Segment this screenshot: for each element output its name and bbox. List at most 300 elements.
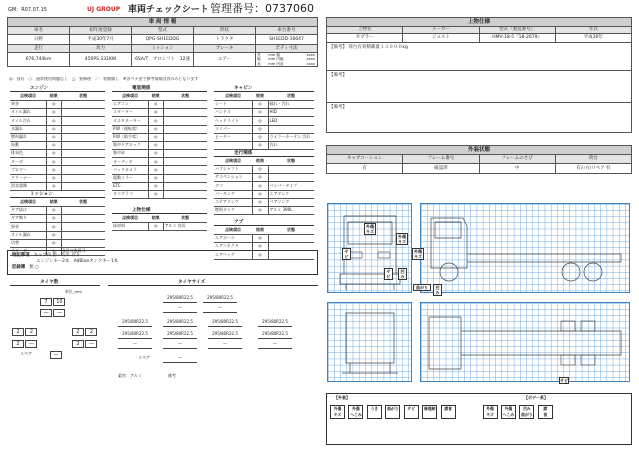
check-result: ◎ <box>46 247 61 255</box>
check-item: ワイパー <box>214 125 252 133</box>
dim-label: 長 <box>257 53 261 57</box>
check-col-header: 状態 <box>163 92 207 100</box>
upper-check-title: 上物仕様 <box>112 208 207 214</box>
check-row <box>112 158 207 166</box>
check-state: HID <box>268 109 314 117</box>
check-row <box>214 141 314 149</box>
check-item: エアホース <box>214 234 252 242</box>
check-result: ◎ <box>148 133 163 141</box>
truck-top-outline <box>421 303 631 383</box>
check-result: ◎ <box>148 125 163 133</box>
truck-rear-diagram <box>327 302 412 382</box>
check-result: ◎ <box>46 215 61 223</box>
check-result: ◎ <box>148 174 163 182</box>
check-result: ◎ <box>148 158 163 166</box>
check-state <box>61 117 105 125</box>
check-state <box>163 133 207 141</box>
us-value: ジョスト <box>403 34 479 43</box>
check-result: ◎ <box>46 223 61 231</box>
vh-value: 平成30年7月 <box>70 35 132 45</box>
upper-spec-table <box>326 17 632 133</box>
special-label: 特記事項 <box>12 253 30 258</box>
vh-value: QPG-SH1EDDG <box>132 35 194 45</box>
check-item: ギア抜け <box>10 206 46 214</box>
check-state: エアタンク <box>268 190 314 198</box>
check-result: ◎ <box>252 198 268 206</box>
running-section <box>214 151 314 215</box>
check-state <box>61 141 105 149</box>
tire-count-box: 2 <box>25 328 37 336</box>
check-row <box>112 166 207 174</box>
check-row <box>112 100 207 108</box>
tire-count-box: 2 <box>12 328 24 336</box>
record-value: 無 ○ <box>29 265 39 270</box>
tire-size: 295/80R22.5 <box>118 332 152 339</box>
check-result: ◎ <box>148 141 163 149</box>
electrical-table <box>112 92 207 199</box>
check-item: オイル漏れ <box>10 109 46 117</box>
check-state: ラメラーカーテン 汚れ <box>268 133 314 141</box>
check-col-header: 点検項目 <box>10 198 46 206</box>
damage-tag: 外傷 キズ <box>366 224 374 234</box>
ex-header: フレームのさび <box>479 155 555 164</box>
check-result: ◎ <box>148 117 163 125</box>
vh-value: 6SA/T ブロシフト 12速 <box>132 53 194 67</box>
check-row <box>112 182 207 190</box>
damage-tag: 外傷 キズ <box>398 234 406 244</box>
check-item: 電動ミラー <box>112 174 148 182</box>
vh-header: 車名 <box>8 27 70 35</box>
vh-value: 日野 <box>8 35 70 45</box>
check-result: ◎ <box>148 182 163 190</box>
check-result: ◎ <box>252 109 268 117</box>
check-item: デフ <box>214 182 252 190</box>
damage-tag: 凹み <box>398 268 407 280</box>
tire-count-box: — <box>40 309 52 317</box>
us-header: 年式 <box>555 27 631 34</box>
check-item: オーディオ <box>112 158 148 166</box>
check-result: ◎ <box>252 165 268 173</box>
check-row <box>214 117 314 125</box>
upper-spec-title: 上物仕様 <box>327 18 632 27</box>
tire-size: 295/80R22.5 <box>258 332 292 339</box>
check-row <box>214 206 314 214</box>
check-row <box>10 125 105 133</box>
tire-size-section <box>108 280 318 390</box>
check-result: ◎ <box>148 100 163 108</box>
mission-table <box>10 198 105 256</box>
running-table <box>214 157 314 215</box>
check-row <box>214 100 314 108</box>
engine-title: エンジン <box>10 86 105 92</box>
check-item: リターダ <box>10 247 46 255</box>
check-state <box>61 133 105 141</box>
check-item: クリーナー <box>10 174 46 182</box>
vh-value: SH1EDD-16647 <box>256 35 318 45</box>
spare-label: スペア <box>20 351 32 356</box>
check-item: ヒーター <box>214 133 252 141</box>
check-item: ギア鳴り <box>10 215 46 223</box>
check-row <box>10 239 105 247</box>
check-col-header: 状態 <box>268 226 314 234</box>
spare-size: — <box>163 356 197 363</box>
ex-header: フレーム番号 <box>403 155 479 164</box>
check-result: ◎ <box>46 133 61 141</box>
check-result: ◎ <box>46 174 61 182</box>
check-row <box>10 206 105 214</box>
upper-check-section <box>112 208 207 231</box>
brand-logo <box>87 7 120 14</box>
check-result: ◎ <box>46 100 61 108</box>
check-result: ◎ <box>252 182 268 190</box>
check-result: ◎ <box>252 141 268 149</box>
check-col-header: 結果 <box>252 226 268 234</box>
check-item: 異音 <box>10 100 46 108</box>
tire-count-box: 2 <box>72 328 84 336</box>
tire-size: — <box>258 342 292 349</box>
check-item: 消音器類 <box>10 182 46 190</box>
check-item <box>214 141 252 149</box>
check-col-header: 点検項目 <box>214 226 252 234</box>
check-row <box>112 109 207 117</box>
check-state <box>163 158 207 166</box>
check-result: ◎ <box>148 150 163 158</box>
damage-tag: サビ <box>342 248 351 260</box>
dim-unit: mm 内幅 <box>268 57 284 62</box>
check-state <box>61 239 105 247</box>
check-row <box>214 125 314 133</box>
check-row <box>214 234 314 242</box>
check-state: 汚れ <box>268 141 314 149</box>
mgmt-value: 0737060 <box>265 2 314 15</box>
check-result: ◎ <box>252 133 268 141</box>
mark-label-exterior: 【外装】 <box>334 395 350 400</box>
check-state <box>268 125 314 133</box>
damage-tag: サビ <box>560 378 568 383</box>
check-state <box>61 231 105 239</box>
check-col-header: 結果 <box>46 92 61 100</box>
mark-dent: 外傷 へこみ <box>350 405 362 417</box>
check-state <box>163 174 207 182</box>
check-state <box>163 182 207 190</box>
check-row <box>112 117 207 125</box>
vh-value: 450PS 331KW <box>70 53 132 67</box>
check-col-header: 点検項目 <box>214 157 252 165</box>
check-item: ETC <box>112 182 148 190</box>
dim-value: xxxx <box>306 53 315 57</box>
check-result: ◎ <box>148 166 163 174</box>
check-state: アルミ 390L <box>268 206 314 214</box>
check-item: P.W（運転席） <box>112 125 148 133</box>
tire-remarks: 備考 <box>168 373 176 378</box>
check-item: 異音 <box>10 223 46 231</box>
tire-size: 295/80R22.5 <box>163 332 197 339</box>
check-result: ◎ <box>46 206 61 214</box>
truck-front-outline <box>328 204 413 294</box>
check-state <box>163 191 207 199</box>
axle-title: アブ <box>214 220 314 226</box>
check-state <box>61 215 105 223</box>
check-row <box>112 222 207 230</box>
record-label: 記録簿 <box>12 265 26 270</box>
vh-value: 676,744km <box>8 53 70 67</box>
check-row <box>112 191 207 199</box>
check-item: オイル漏れ <box>10 231 46 239</box>
check-item: 集中扉 <box>112 150 148 158</box>
check-result: ◎ <box>46 109 61 117</box>
check-item: オイル汚れ <box>10 117 46 125</box>
check-item: 水漏れ <box>10 125 46 133</box>
check-state <box>268 174 314 182</box>
check-state: アルミ 良好 <box>163 222 207 230</box>
check-col-header: 状態 <box>268 92 314 100</box>
dim-unit: mm 内高 <box>268 61 284 66</box>
truck-side-outline <box>421 204 631 294</box>
mgmt-label: 管理番号： <box>210 2 265 15</box>
check-row <box>10 100 105 108</box>
check-col-header: 結果 <box>252 157 268 165</box>
upper-check-table <box>112 214 207 231</box>
spare-size-label: スペア <box>138 355 150 360</box>
engine-table <box>10 92 105 191</box>
tire-size: — <box>163 306 197 313</box>
us-value: 平成30年 <box>555 34 631 43</box>
check-col-header: 結果 <box>252 92 268 100</box>
check-row <box>10 150 105 158</box>
tire-size: 295/80R22.5 <box>208 320 242 327</box>
check-result: ◎ <box>148 191 163 199</box>
tire-count-section <box>10 280 100 445</box>
check-col-header: 状態 <box>61 198 105 206</box>
us-header: 上物名 <box>327 27 403 34</box>
check-item: ブロワー <box>10 166 46 174</box>
check-result: ◎ <box>252 234 268 242</box>
check-result: ◎ <box>46 231 61 239</box>
check-row <box>112 150 207 158</box>
check-result: ◎ <box>46 125 61 133</box>
truck-rear-outline <box>328 303 413 383</box>
check-state <box>61 174 105 182</box>
vehicle-section-title: 車 両 情 報 <box>8 18 318 27</box>
check-col-header: 結果 <box>148 214 163 222</box>
check-item: 集中ドアロック <box>112 141 148 149</box>
check-col-header: 結果 <box>46 198 61 206</box>
us-header: 型式『製造番号』 <box>479 27 555 34</box>
mark-body-bend: 凹み 曲がり <box>521 405 533 417</box>
check-item: ステアリング <box>214 198 252 206</box>
check-state <box>61 150 105 158</box>
vh-value: エアー <box>194 53 256 67</box>
check-item: パーキング <box>214 190 252 198</box>
check-result: ◎ <box>252 174 268 182</box>
check-item: 燃料漏れ <box>10 133 46 141</box>
check-result: ◎ <box>46 150 61 158</box>
vh-header: 馬力 <box>70 45 132 53</box>
tire-count-box: 2 <box>12 340 24 348</box>
check-state <box>61 166 105 174</box>
check-item: 切替 <box>10 239 46 247</box>
mark-corrosion: 腐食 <box>441 405 456 419</box>
exterior-title: 外装状態 <box>327 146 632 155</box>
check-result: ◎ <box>252 100 268 108</box>
us-value: カプラー <box>327 34 403 43</box>
check-row <box>112 174 207 182</box>
check-row <box>10 231 105 239</box>
check-state: バンパータイプ <box>268 182 314 190</box>
truck-top-diagram <box>420 302 630 382</box>
check-row <box>214 190 314 198</box>
check-state: 1段の強弱可 <box>61 247 105 255</box>
engine-section <box>10 86 105 191</box>
vh-header: 型式 <box>132 27 194 35</box>
vh-header: ブレーキ <box>194 45 256 53</box>
check-row <box>112 141 207 149</box>
ex-header: 荷台 <box>555 155 631 164</box>
check-row <box>10 223 105 231</box>
mark-legend <box>326 393 632 445</box>
check-result: ◎ <box>46 117 61 125</box>
mission-title: ミッション <box>10 192 105 198</box>
tire-size-title: タイヤサイズ <box>108 280 318 286</box>
damage-tag: 外傷 キズ <box>414 249 422 259</box>
check-row <box>214 133 314 141</box>
check-result: ◎ <box>148 222 163 230</box>
tire-size: — <box>118 342 152 349</box>
dim-label: 幅 <box>257 57 261 62</box>
tire-count-box: 10 <box>53 298 65 306</box>
cabin-table <box>214 92 314 150</box>
mark-label-body: 【ボデー系】 <box>524 395 548 400</box>
check-item: 排気色 <box>10 150 46 158</box>
check-item: エアバッグ <box>214 251 252 259</box>
check-state <box>163 100 207 108</box>
check-result: ◎ <box>252 117 268 125</box>
check-row <box>10 117 105 125</box>
check-row <box>10 109 105 117</box>
check-state <box>268 234 314 242</box>
check-state <box>163 125 207 133</box>
upper-note: 【備考】 <box>327 103 632 133</box>
check-row <box>214 165 314 173</box>
check-row <box>10 133 105 141</box>
ex-header: キャブコーション <box>327 155 403 164</box>
ex-value: 有の方/リペア 有 <box>555 164 631 174</box>
body-dimensions <box>256 53 318 67</box>
check-state <box>61 182 105 190</box>
mark-body-corrosion: 腐 食 <box>538 405 553 419</box>
tire-size: 295/80R22.5 <box>118 320 152 327</box>
us-value: HMV-18-5『18-2679』 <box>479 34 555 43</box>
check-state <box>163 141 207 149</box>
tire-material: 素材：アルミ <box>118 373 142 378</box>
check-result: ◎ <box>252 206 268 214</box>
tire-count-title: タイヤ数 <box>10 280 100 286</box>
dim-value: xxxx <box>306 57 315 62</box>
special-value-2: エンジンキー2本 AdBlueタンクキー1本 <box>36 259 119 264</box>
vh-header: ミッション <box>132 45 194 53</box>
dim-label: 高 <box>257 61 261 66</box>
tire-size: — <box>203 306 237 313</box>
check-state: 破れ・汚れ <box>268 100 314 108</box>
check-col-header: 状態 <box>163 214 207 222</box>
tire-size: — <box>163 342 197 349</box>
mgmt-number <box>210 3 314 16</box>
check-result: ◎ <box>46 182 61 190</box>
check-item: ヘッドライト <box>214 117 252 125</box>
check-row <box>10 158 105 166</box>
check-row <box>112 133 207 141</box>
check-result: ◎ <box>252 190 268 198</box>
tire-count-box: 7 <box>40 298 52 306</box>
mark-repair: 修理跡 <box>422 405 437 419</box>
vehicle-info-table <box>7 17 318 67</box>
mark-scratch: 外傷 キズ <box>330 405 345 419</box>
check-item: エアコン <box>112 100 148 108</box>
mark-rust: サビ <box>404 405 419 419</box>
electrical-section <box>112 86 207 199</box>
tire-count-box: — <box>85 340 97 348</box>
check-result: ◎ <box>252 243 268 251</box>
check-row <box>10 182 105 190</box>
tire-unit: 単位_mm <box>65 289 82 294</box>
check-row <box>10 174 105 182</box>
check-state <box>61 223 105 231</box>
check-item: ハブシャフト <box>214 165 252 173</box>
check-row <box>214 182 314 190</box>
mark-bend: 曲がり <box>385 405 400 419</box>
check-col-header: 状態 <box>61 92 105 100</box>
mission-section <box>10 192 105 256</box>
check-state <box>61 158 105 166</box>
tire-size: 295/80R22.5 <box>163 296 197 303</box>
check-item: 床材料 <box>112 222 148 230</box>
vh-value: トラクタ <box>194 35 256 45</box>
check-state <box>163 166 207 174</box>
vh-header: 走行 <box>8 45 70 53</box>
check-state <box>61 100 105 108</box>
cabin-section <box>214 86 314 150</box>
special-notes-box <box>7 250 318 275</box>
vh-header: 車台番号 <box>256 27 318 35</box>
running-title: 走行関係 <box>214 151 314 157</box>
check-item: シート <box>214 100 252 108</box>
tire-size: 295/80R22.5 <box>208 332 242 339</box>
tire-size: — <box>208 342 242 349</box>
vh-header: 初年度登録 <box>70 27 132 35</box>
check-result: ◎ <box>46 239 61 247</box>
exterior-table <box>326 145 632 174</box>
check-item: 始動 <box>10 141 46 149</box>
check-row <box>10 141 105 149</box>
check-state <box>163 150 207 158</box>
check-result: ◎ <box>148 109 163 117</box>
check-item: P.W（助手席） <box>112 133 148 141</box>
check-row <box>214 198 314 206</box>
check-row <box>112 125 207 133</box>
check-state: ベアリング <box>268 198 314 206</box>
check-row <box>214 109 314 117</box>
us-header: メーカー <box>403 27 479 34</box>
mark-float: うき <box>367 405 382 419</box>
check-result: ◎ <box>46 158 61 166</box>
check-state <box>268 165 314 173</box>
mark-body-scratch: 外傷 キズ <box>483 405 498 419</box>
check-row <box>214 174 314 182</box>
ex-value: 有 <box>327 164 403 174</box>
check-item: 燃料タンク <box>214 206 252 214</box>
check-item: スターター <box>112 109 148 117</box>
ex-value: 確認済 <box>403 164 479 174</box>
